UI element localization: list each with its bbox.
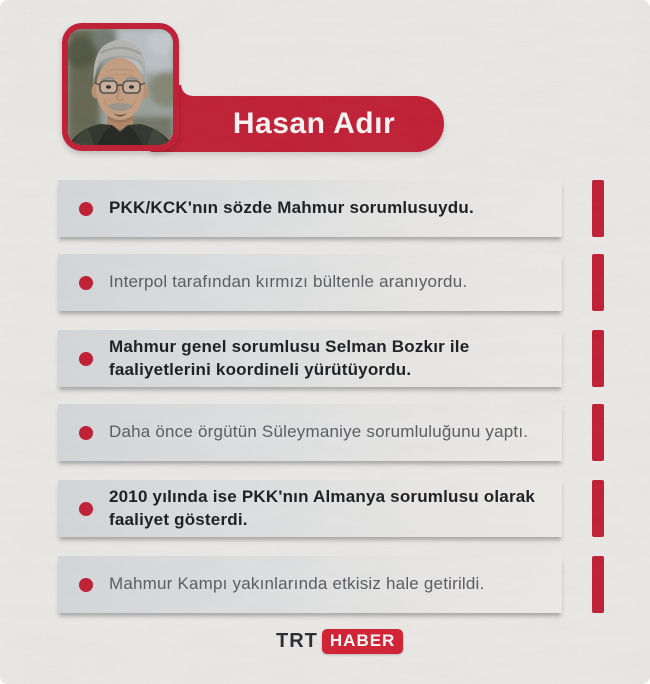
bullet-icon <box>79 202 93 216</box>
fact-strip <box>58 254 562 311</box>
bullet-icon <box>79 276 93 290</box>
bullet-icon <box>79 502 93 516</box>
accent-bar <box>592 180 604 237</box>
fact-strip <box>58 556 562 613</box>
footer-logo <box>276 629 403 654</box>
haber-logo-badge: HABER <box>322 629 403 654</box>
fact-text: Interpol tarafından kırmızı bültenle aranıyordu. <box>109 272 468 292</box>
fact-text: 2010 yılında ise PKK'nın Almanya sorumlusu olarak faaliyet gösterdi. <box>109 487 536 529</box>
fact-strip <box>58 480 562 537</box>
fact-text: PKK/KCK'nın sözde Mahmur sorumlusuydu. <box>109 198 474 218</box>
fact-text: Mahmur genel sorumlusu Selman Bozkır ile faaliyetlerini koordineli yürütüyordu. <box>109 337 470 379</box>
accent-bar <box>592 556 604 613</box>
fact-row <box>58 480 604 537</box>
fact-strip <box>58 404 562 461</box>
bullet-icon <box>79 426 93 440</box>
bullet-icon <box>79 352 93 366</box>
fact-row <box>58 180 604 237</box>
accent-bar <box>592 404 604 461</box>
person-name: Hasan Adır <box>232 107 396 140</box>
fact-row <box>58 556 604 613</box>
fact-strip <box>58 180 562 237</box>
accent-bar <box>592 480 604 537</box>
fact-row <box>58 254 604 311</box>
fact-row <box>58 330 604 387</box>
accent-bar <box>592 254 604 311</box>
bullet-icon <box>79 578 93 592</box>
accent-bar <box>592 330 604 387</box>
fact-text: Mahmur Kampı yakınlarında etkisiz hale getirildi. <box>109 574 485 594</box>
fact-text: Daha önce örgütün Süleymaniye sorumluluğunu yaptı. <box>109 422 529 442</box>
trt-logo-text: TRT <box>276 630 318 652</box>
fact-strip <box>58 330 562 387</box>
fact-row <box>58 404 604 461</box>
